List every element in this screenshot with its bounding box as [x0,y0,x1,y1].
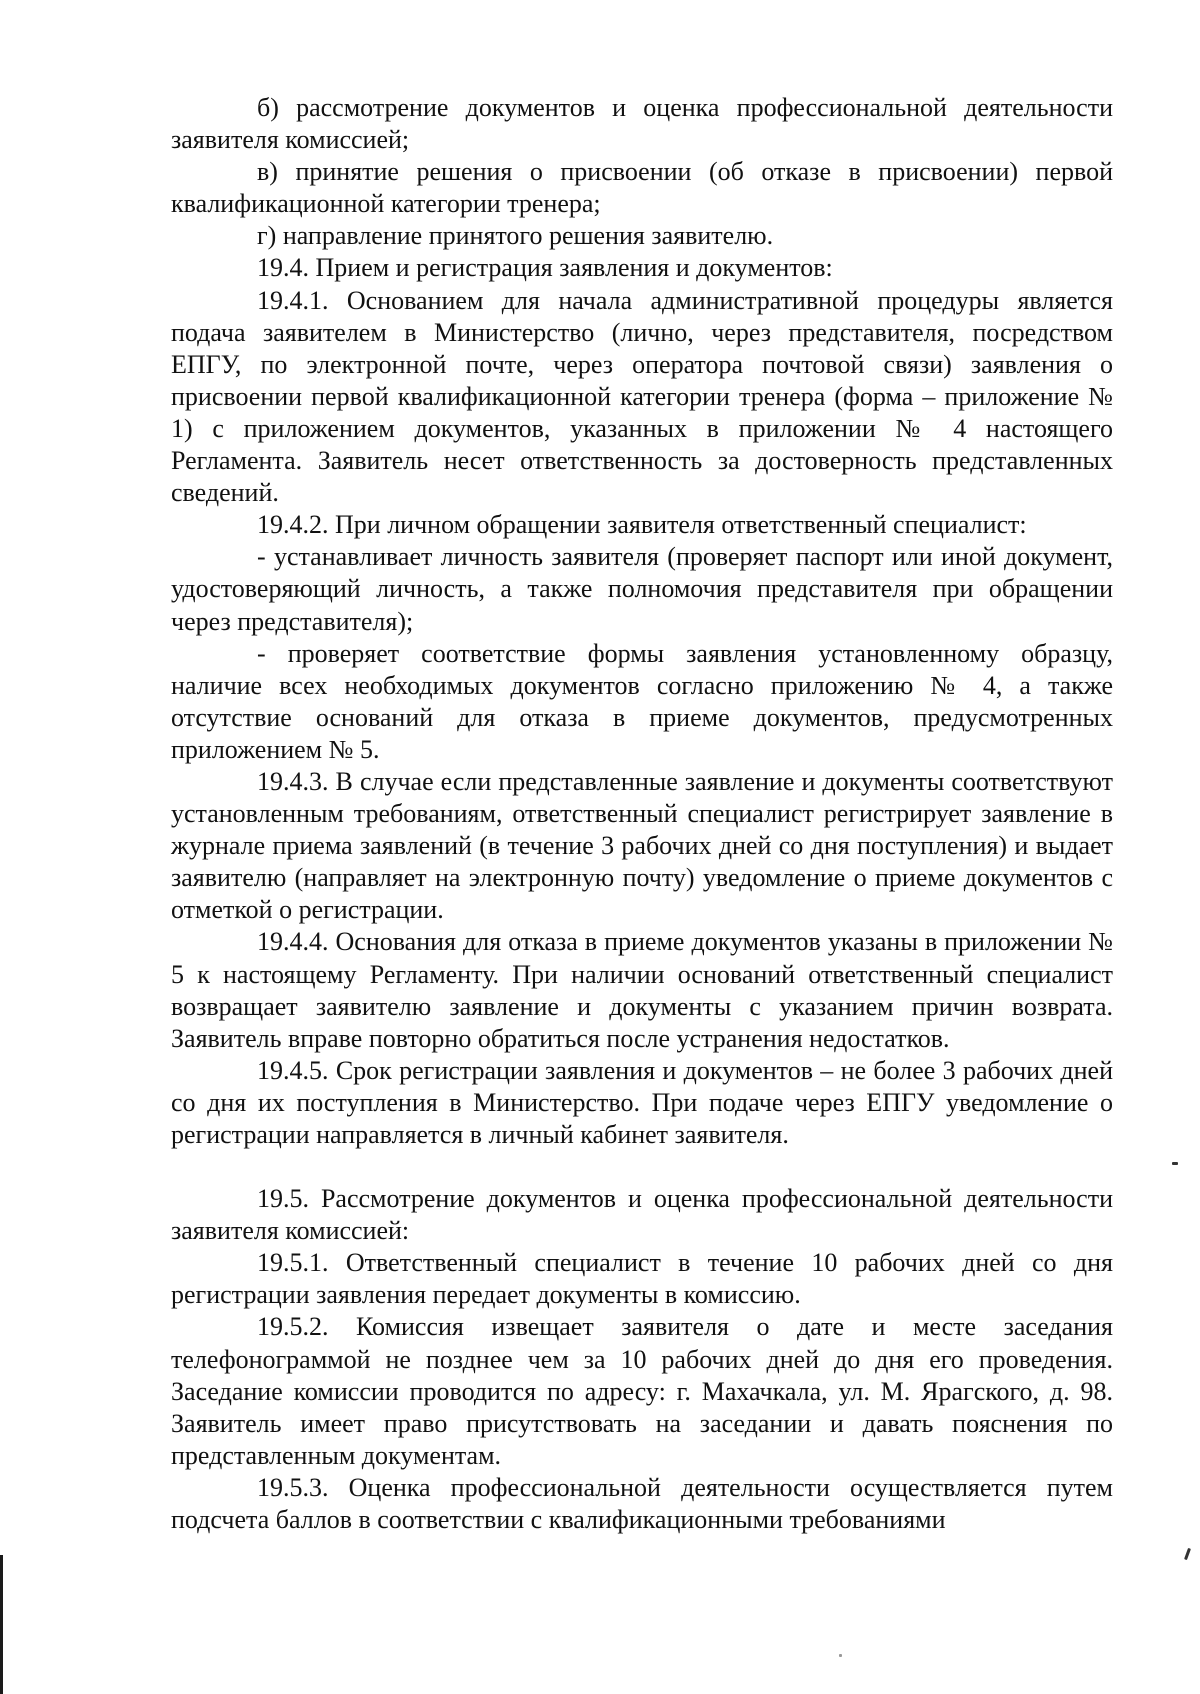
paragraph-19-4-3: 19.4.3. В случае если представленные заявление и документы соответствуют установленным требованиям, ответственный специалист регистрирует заявление в журнале приема заявлений (в течение 3 рабочих дней со дня поступления) и выдает заявителю (направляет на электронную почту) уведомление о приеме документов с отметкой о регистрации. [171,766,1113,925]
document-page [171,92,1113,1536]
paragraph-19-5-2: 19.5.2. Комиссия извещает заявителя о дате и месте заседания телефонограммой не позднее чем за 10 рабочих дней до дня его проведения. Заседание комиссии проводится по адресу: г. Махачкала, ул. М. Ярагского, д. 98. Заявитель имеет право присутствовать на заседании и давать пояснения по представленным документам. [171,1312,1113,1470]
scan-edge-mark [0,1555,3,1694]
paragraph-item-g: г) направление принятого решения заявителю. [257,221,774,251]
paragraph-19-4-2-bullet-1: - устанавливает личность заявителя (проверяет паспорт или иной документ, удостоверяющий личность, а также полномочия представителя при обращении через представителя); [171,542,1113,636]
paragraph-19-5: 19.5. Рассмотрение документов и оценка профессиональной деятельности заявителя комиссией: [171,1184,1113,1246]
paragraph-19-4: 19.4. Прием и регистрация заявления и документов: [257,253,833,283]
paragraph-19-5-3: 19.5.3. Оценка профессиональной деятельности осуществляется путем подсчета баллов в соответствии с квалификационными требованиями [171,1472,1113,1535]
paragraph-item-v: в) принятие решения о присвоении (об отказе в присвоении) первой квалификационной категории тренера; [171,157,1113,219]
paragraph-item-b: б) рассмотрение документов и оценка профессиональной деятельности заявителя комиссией; [171,93,1113,155]
paragraph-19-4-1: 19.4.1. Основанием для начала административной процедуры является подача заявителем в Министерство (лично, через представителя, посредством ЕПГУ, по электронной почте, через оператора почтовой связи) заявления о присвоении первой квалификационной категории тренера (форма – приложение № 1) с приложением документов, указанных в приложении № 4 настоящего Регламента. Заявитель несет ответственность за достоверность представленных сведений. [171,285,1113,508]
paragraph-19-5-1: 19.5.1. Ответственный специалист в течение 10 рабочих дней со дня регистрации заявления передает документы в комиссию. [171,1248,1113,1310]
paragraph-19-4-2: 19.4.2. При личном обращении заявителя ответственный специалист: [257,510,1027,540]
scan-speck [1172,1162,1178,1165]
paragraph-19-4-2-bullet-2: - проверяет соответствие формы заявления установленному образцу, наличие всех необходимых документов согласно приложению № 4, а также отсутствие оснований для отказа в приеме документов, предусмотренных приложением № 5. [171,638,1113,764]
scan-speck [1184,1548,1191,1560]
scan-speck [839,1654,842,1657]
paragraph-19-4-4: 19.4.4. Основания для отказа в приеме документов указаны в приложении № 5 к настоящему Регламенту. При наличии оснований ответственный специалист возвращает заявителю заявление и документы с указанием причин возврата. Заявитель вправе повторно обратиться после устранения недостатков. [171,927,1113,1053]
paragraph-19-4-5: 19.4.5. Срок регистрации заявления и документов – не более 3 рабочих дней со дня их поступления в Министерство. При подаче через ЕПГУ уведомление о регистрации направляется в личный кабинет заявителя. [171,1055,1113,1149]
